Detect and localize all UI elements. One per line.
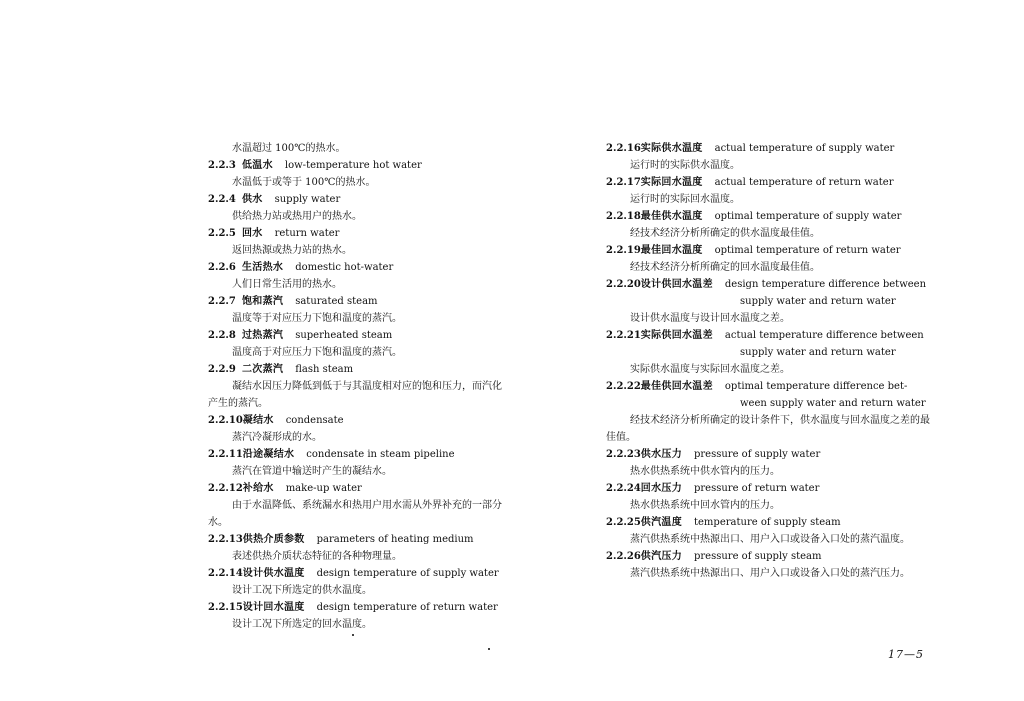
term-entry xyxy=(208,565,508,599)
term-heading xyxy=(208,599,508,616)
term-entry xyxy=(208,599,508,633)
clause-number: 2.2.16 xyxy=(606,143,641,154)
left-column xyxy=(208,140,508,633)
term-chinese: 实际回水温度 xyxy=(640,177,703,188)
page-number: 17—5 xyxy=(888,648,924,661)
term-heading xyxy=(606,480,932,497)
term-definition: 由于水温降低、系统漏水和热用户用水需从外界补充的一部分水。 xyxy=(208,500,502,528)
term-entry xyxy=(208,531,508,565)
term-definition: 蒸汽在管道中输送时产生的凝结水。 xyxy=(232,466,392,477)
term-definition: 运行时的实际回水温度。 xyxy=(630,194,740,205)
term-chinese: 供水压力 xyxy=(640,449,682,460)
term-english: supply water xyxy=(274,194,341,205)
term-chinese: 二次蒸汽 xyxy=(242,364,284,375)
term-english: condensate in steam pipeline xyxy=(306,449,455,460)
term-heading xyxy=(606,327,932,344)
term-heading xyxy=(208,191,508,208)
term-heading xyxy=(606,514,932,531)
term-heading xyxy=(208,446,508,463)
term-definition: 经技术经济分析所确定的供水温度最佳值。 xyxy=(630,228,820,239)
term-definition: 设计工况下所选定的供水温度。 xyxy=(232,585,372,596)
term-english: design temperature of supply water xyxy=(316,568,499,579)
term-heading xyxy=(208,157,508,174)
term-english: optimal temperature of return water xyxy=(714,245,901,256)
term-heading xyxy=(208,259,508,276)
term-chinese: 最佳供水温度 xyxy=(640,211,703,222)
term-chinese: 过热蒸汽 xyxy=(242,330,284,341)
clause-number: 2.2.20 xyxy=(606,279,641,290)
term-english-continued: ween supply water and return water xyxy=(740,398,926,409)
term-definition: 设计工况下所选定的回水温度。 xyxy=(232,619,372,630)
clause-number: 2.2.14 xyxy=(208,568,243,579)
term-definition: 温度等于对应压力下饱和温度的蒸汽。 xyxy=(232,313,402,324)
term-chinese: 回水 xyxy=(242,228,263,239)
clause-number: 2.2.5 xyxy=(208,228,236,239)
term-english-continued: supply water and return water xyxy=(740,347,896,358)
term-heading xyxy=(606,174,932,191)
term-definition: 运行时的实际供水温度。 xyxy=(630,160,740,171)
term-english: pressure of supply steam xyxy=(694,551,822,562)
term-entry xyxy=(208,225,508,259)
term-entry xyxy=(606,140,932,174)
term-heading xyxy=(606,140,932,157)
term-definition: 返回热源或热力站的热水。 xyxy=(232,245,352,256)
clause-number: 2.2.4 xyxy=(208,194,236,205)
term-english: saturated steam xyxy=(295,296,378,307)
term-english: actual temperature of return water xyxy=(714,177,894,188)
term-definition: 水温低于或等于 100℃的热水。 xyxy=(232,177,376,188)
clause-number: 2.2.22 xyxy=(606,381,641,392)
clause-number: 2.2.13 xyxy=(208,534,243,545)
term-english: pressure of supply water xyxy=(694,449,821,460)
term-chinese: 设计供回水温差 xyxy=(640,279,713,290)
term-heading xyxy=(606,276,932,293)
term-definition: 经技术经济分析所确定的设计条件下，供水温度与回水温度之差的最佳值。 xyxy=(606,415,930,443)
term-definition: 水温超过 100℃的热水。 xyxy=(232,143,346,154)
term-entry xyxy=(208,446,508,480)
term-chinese: 最佳供回水温差 xyxy=(640,381,713,392)
term-definition: 表述供热介质状态特征的各种物理量。 xyxy=(232,551,402,562)
term-entry xyxy=(208,157,508,191)
clause-number: 2.2.18 xyxy=(606,211,641,222)
clause-number: 2.2.10 xyxy=(208,415,243,426)
term-entry xyxy=(208,361,508,412)
term-heading xyxy=(208,293,508,310)
clause-number: 2.2.7 xyxy=(208,296,236,307)
term-chinese: 供水 xyxy=(242,194,263,205)
clause-number: 2.2.23 xyxy=(606,449,641,460)
right-column xyxy=(606,140,932,582)
term-heading xyxy=(606,446,932,463)
term-entry xyxy=(606,378,932,446)
clause-number: 2.2.9 xyxy=(208,364,236,375)
term-heading xyxy=(606,378,932,395)
term-english: design temperature difference between xyxy=(724,279,927,290)
term-chinese: 补给水 xyxy=(242,483,274,494)
term-definition: 凝结水因压力降低到低于与其温度相对应的饱和压力，而汽化产生的蒸汽。 xyxy=(208,381,502,409)
term-chinese: 饱和蒸汽 xyxy=(242,296,284,307)
term-entry xyxy=(606,514,932,548)
term-chinese: 供热介质参数 xyxy=(242,534,305,545)
term-entry xyxy=(606,276,932,327)
clause-number: 2.2.17 xyxy=(606,177,641,188)
term-english: superheated steam xyxy=(295,330,393,341)
term-english: optimal temperature difference bet- xyxy=(724,381,908,392)
clause-number: 2.2.26 xyxy=(606,551,641,562)
clause-number: 2.2.12 xyxy=(208,483,243,494)
term-heading xyxy=(208,361,508,378)
term-entry xyxy=(208,140,508,157)
term-chinese: 供汽温度 xyxy=(640,517,682,528)
term-entry xyxy=(208,259,508,293)
term-chinese: 实际供水温度 xyxy=(640,143,703,154)
term-chinese: 设计供水温度 xyxy=(242,568,305,579)
term-entry xyxy=(606,327,932,378)
clause-number: 2.2.21 xyxy=(606,330,641,341)
scan-speck xyxy=(488,648,490,650)
term-chinese: 回水压力 xyxy=(640,483,682,494)
term-definition: 经技术经济分析所确定的回水温度最佳值。 xyxy=(630,262,820,273)
term-english-continued: supply water and return water xyxy=(740,296,896,307)
term-english: temperature of supply steam xyxy=(694,517,841,528)
term-english: return water xyxy=(274,228,340,239)
term-definition: 供给热力站或热用户的热水。 xyxy=(232,211,362,222)
term-definition: 蒸汽供热系统中热源出口、用户入口或设备入口处的蒸汽压力。 xyxy=(630,568,910,579)
term-heading xyxy=(606,208,932,225)
clause-number: 2.2.25 xyxy=(606,517,641,528)
term-heading xyxy=(208,531,508,548)
term-english: actual temperature of supply water xyxy=(714,143,895,154)
term-definition: 蒸汽冷凝形成的水。 xyxy=(232,432,322,443)
term-entry xyxy=(606,174,932,208)
term-english: parameters of heating medium xyxy=(316,534,474,545)
term-english: design temperature of return water xyxy=(316,602,498,613)
term-chinese: 供汽压力 xyxy=(640,551,682,562)
term-entry xyxy=(208,293,508,327)
term-english: low-temperature hot water xyxy=(284,160,422,171)
term-english: pressure of return water xyxy=(694,483,820,494)
term-english: flash steam xyxy=(295,364,354,375)
term-heading xyxy=(208,327,508,344)
term-english: domestic hot-water xyxy=(295,262,394,273)
term-chinese: 设计回水温度 xyxy=(242,602,305,613)
clause-number: 2.2.11 xyxy=(208,449,243,460)
term-chinese: 沿途凝结水 xyxy=(242,449,295,460)
term-definition: 人们日常生活用的热水。 xyxy=(232,279,342,290)
term-entry xyxy=(606,480,932,514)
clause-number: 2.2.19 xyxy=(606,245,641,256)
term-english: optimal temperature of supply water xyxy=(714,211,902,222)
term-heading xyxy=(208,412,508,429)
term-chinese: 凝结水 xyxy=(242,415,274,426)
term-entry xyxy=(208,327,508,361)
term-definition: 设计供水温度与设计回水温度之差。 xyxy=(630,313,790,324)
clause-number: 2.2.15 xyxy=(208,602,243,613)
term-heading xyxy=(606,548,932,565)
term-entry xyxy=(606,208,932,242)
scan-speck xyxy=(352,634,354,636)
term-chinese: 低温水 xyxy=(242,160,273,171)
clause-number: 2.2.3 xyxy=(208,160,236,171)
clause-number: 2.2.24 xyxy=(606,483,641,494)
term-entry xyxy=(208,480,508,531)
term-english: actual temperature difference between xyxy=(724,330,924,341)
term-definition: 热水供热系统中供水管内的压力。 xyxy=(630,466,780,477)
clause-number: 2.2.8 xyxy=(208,330,236,341)
term-chinese: 生活热水 xyxy=(242,262,284,273)
term-definition: 蒸汽供热系统中热源出口、用户入口或设备入口处的蒸汽温度。 xyxy=(630,534,910,545)
term-definition: 热水供热系统中回水管内的压力。 xyxy=(630,500,780,511)
term-definition: 温度高于对应压力下饱和温度的蒸汽。 xyxy=(232,347,402,358)
term-definition: 实际供水温度与实际回水温度之差。 xyxy=(630,364,790,375)
term-heading xyxy=(208,225,508,242)
term-entry xyxy=(606,446,932,480)
term-english: condensate xyxy=(285,415,344,426)
term-heading xyxy=(606,242,932,259)
term-entry xyxy=(606,242,932,276)
clause-number: 2.2.6 xyxy=(208,262,236,273)
term-chinese: 最佳回水温度 xyxy=(640,245,703,256)
term-english: make-up water xyxy=(285,483,362,494)
term-heading xyxy=(208,565,508,582)
term-heading xyxy=(208,480,508,497)
term-entry xyxy=(208,412,508,446)
term-chinese: 实际供回水温差 xyxy=(640,330,713,341)
term-entry xyxy=(208,191,508,225)
term-entry xyxy=(606,548,932,582)
